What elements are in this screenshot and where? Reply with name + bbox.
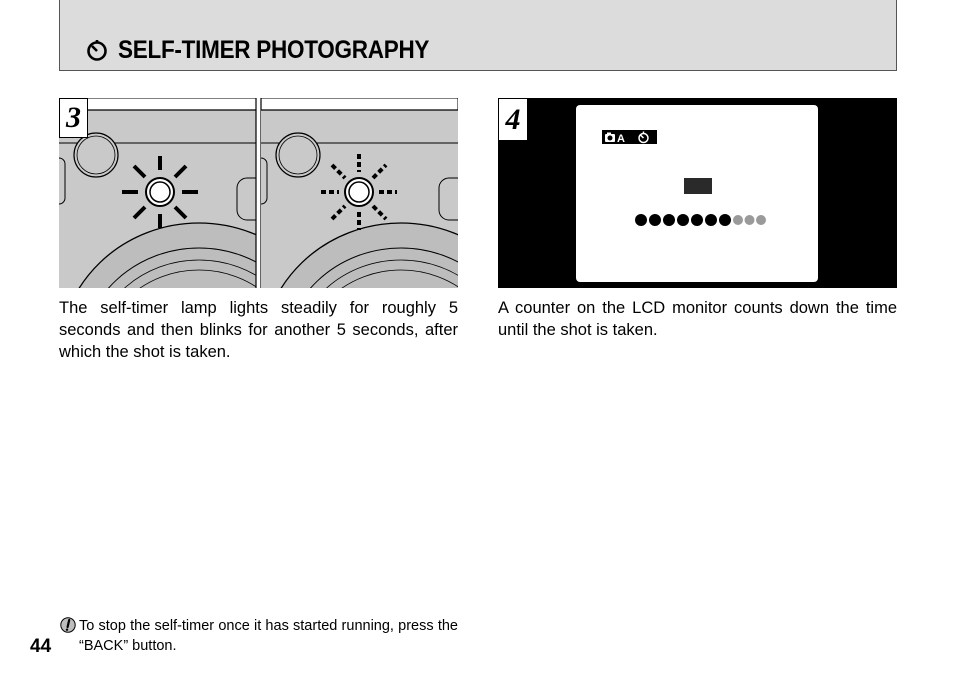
caution-icon — [60, 617, 76, 633]
page-number: 44 — [30, 636, 52, 657]
step-3-description: The self-timer lamp lights steadily for roughly 5 seconds and then blinks for another 5 seconds, after which the shot is taken. — [59, 299, 458, 361]
counter-dot-active — [649, 214, 661, 226]
step-4-description: A counter on the LCD monitor counts down the time until the shot is taken. — [498, 299, 897, 339]
title-banner — [59, 0, 897, 71]
counter-dot-active — [719, 214, 731, 226]
counter-dot-active — [677, 214, 689, 226]
step-number-4: 4 — [498, 98, 528, 141]
figure-step-4 — [498, 98, 897, 288]
counter-dot-inactive — [733, 215, 743, 225]
note-text: To stop the self-timer once it has started running, press the “BACK” button. — [79, 618, 458, 654]
auto-mode-label: A — [617, 133, 625, 145]
countdown-counter — [498, 98, 897, 288]
counter-dot-inactive — [745, 215, 755, 225]
self-timer-lamp-illustration — [59, 98, 458, 288]
step-number-3: 3 — [59, 98, 88, 138]
counter-dot-active — [691, 214, 703, 226]
counter-dot-active — [705, 214, 717, 226]
counter-dot-active — [635, 214, 647, 226]
page-title: SELF-TIMER PHOTOGRAPHY — [118, 36, 430, 64]
counter-dot-inactive — [756, 215, 766, 225]
figure-step-3 — [59, 98, 458, 288]
self-timer-icon — [85, 38, 109, 62]
counter-dot-active — [663, 214, 675, 226]
